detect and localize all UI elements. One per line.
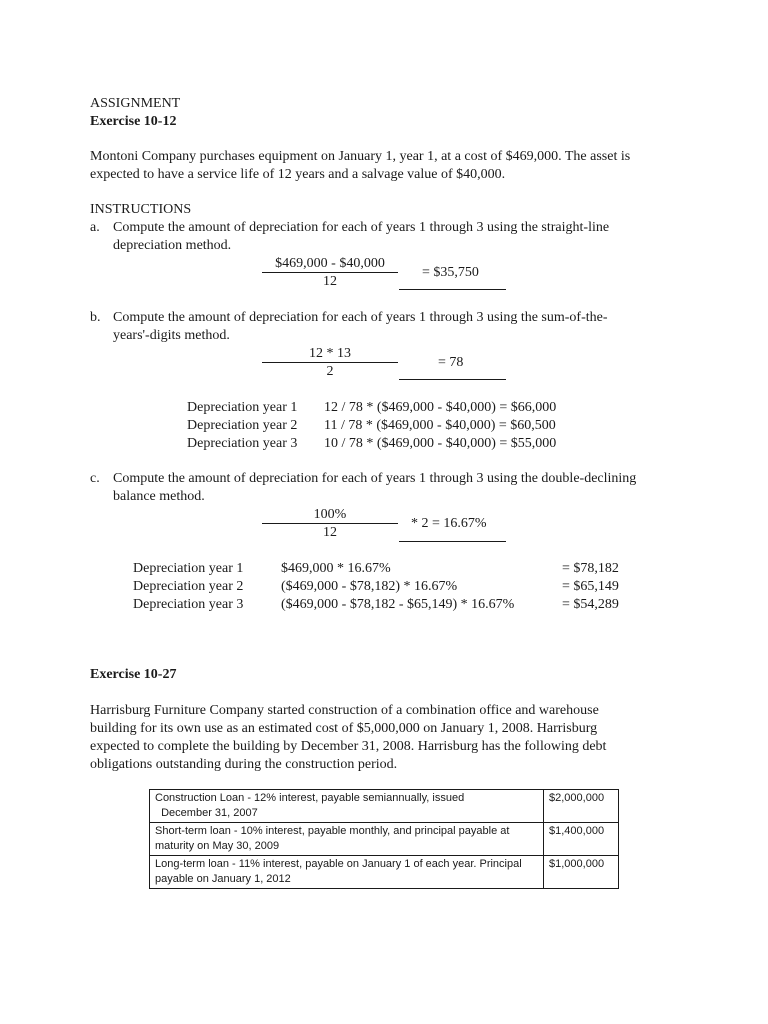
part-b-numerator: 12 * 13 [309, 346, 351, 361]
ddb-row-2-amount: = $65,149 [562, 579, 619, 594]
part-c-result: * 2 = 16.67% [411, 516, 487, 531]
syd-row-3-label: Depreciation year 3 [187, 436, 298, 451]
part-c-letter: c. [90, 471, 100, 486]
ddb-row-3-calc: ($469,000 - $78,182 - $65,149) * 16.67% [281, 597, 515, 612]
intro-line-1: Montoni Company purchases equipment on January 1, year 1, at a cost of $469,000. The asset is [90, 149, 631, 164]
loan-2-desc-line-1: Short-term loan - 10% interest, payable monthly, and principal payable at [155, 825, 510, 837]
assignment-heading: ASSIGNMENT [90, 96, 181, 111]
loan-description [150, 790, 544, 823]
part-c-line-1: Compute the amount of depreciation for each of years 1 through 3 using the double-declining [113, 471, 637, 486]
part-a-result-underline [399, 289, 506, 290]
ddb-row-1-amount: = $78,182 [562, 561, 619, 576]
part-b-result-underline [399, 379, 506, 380]
part-a-letter: a. [90, 220, 100, 235]
exercise2-line-4: obligations outstanding during the construction period. [90, 757, 398, 772]
exercise-10-12-title: Exercise 10-12 [90, 114, 177, 129]
syd-row-1-calc: 12 / 78 * ($469,000 - $40,000) = $66,000 [324, 400, 557, 415]
intro-line-2: expected to have a service life of 12 years and a salvage value of $40,000. [90, 167, 506, 182]
loan-2-desc-line-2: maturity on May 30, 2009 [155, 840, 280, 852]
part-b-result: = 78 [438, 355, 464, 370]
part-a-line-2: depreciation method. [113, 238, 232, 253]
loan-description [150, 856, 544, 889]
loan-3-desc-line-2: payable on January 1, 2012 [155, 873, 291, 885]
part-a-result: = $35,750 [422, 265, 479, 280]
part-c-result-underline [399, 541, 506, 542]
exercise2-line-1: Harrisburg Furniture Company started construction of a combination office and warehouse [90, 703, 599, 718]
loan-description [150, 823, 544, 856]
part-b-denominator: 2 [326, 364, 334, 379]
part-b-line-2: years'-digits method. [113, 328, 230, 343]
loan-1-desc-line-1: Construction Loan - 12% interest, payable semiannually, issued [155, 792, 465, 804]
ddb-row-1-calc: $469,000 * 16.67% [281, 561, 391, 576]
instructions-label: INSTRUCTIONS [90, 202, 192, 217]
loan-1-amount: $2,000,000 [544, 790, 619, 823]
loan-2-amount: $1,400,000 [544, 823, 619, 856]
part-a-denominator: 12 [323, 274, 337, 289]
loan-3-desc-line-1: Long-term loan - 11% interest, payable on January 1 of each year. Principal [155, 858, 522, 870]
part-c-line-2: balance method. [113, 489, 205, 504]
ddb-row-3-label: Depreciation year 3 [133, 597, 244, 612]
ddb-row-2-calc: ($469,000 - $78,182) * 16.67% [281, 579, 458, 594]
part-b-letter: b. [90, 310, 101, 325]
syd-row-2-calc: 11 / 78 * ($469,000 - $40,000) = $60,500 [324, 418, 556, 433]
part-b-line-1: Compute the amount of depreciation for each of years 1 through 3 using the sum-of-the- [113, 310, 608, 325]
part-c-numerator: 100% [313, 507, 347, 522]
part-a-numerator: $469,000 - $40,000 [275, 256, 385, 271]
loan-1-desc-line-2: December 31, 2007 [155, 807, 258, 819]
syd-row-1-label: Depreciation year 1 [187, 400, 298, 415]
loan-3-amount: $1,000,000 [544, 856, 619, 889]
part-a-line-1: Compute the amount of depreciation for each of years 1 through 3 using the straight-line [113, 220, 610, 235]
exercise2-line-2: building for its own use as an estimated cost of $5,000,000 on January 1, 2008. Harrisburg [90, 721, 598, 736]
syd-row-2-label: Depreciation year 2 [187, 418, 298, 433]
ddb-row-3-amount: = $54,289 [562, 597, 619, 612]
ddb-row-2-label: Depreciation year 2 [133, 579, 244, 594]
syd-row-3-calc: 10 / 78 * ($469,000 - $40,000) = $55,000 [324, 436, 557, 451]
debt-obligations-table [149, 789, 619, 889]
table-row [150, 790, 619, 823]
exercise-10-27-title: Exercise 10-27 [90, 667, 177, 682]
table-row [150, 856, 619, 889]
table-row [150, 823, 619, 856]
exercise2-line-3: expected to complete the building by December 31, 2008. Harrisburg has the following debt [90, 739, 607, 754]
part-c-denominator: 12 [323, 525, 337, 540]
ddb-row-1-label: Depreciation year 1 [133, 561, 244, 576]
